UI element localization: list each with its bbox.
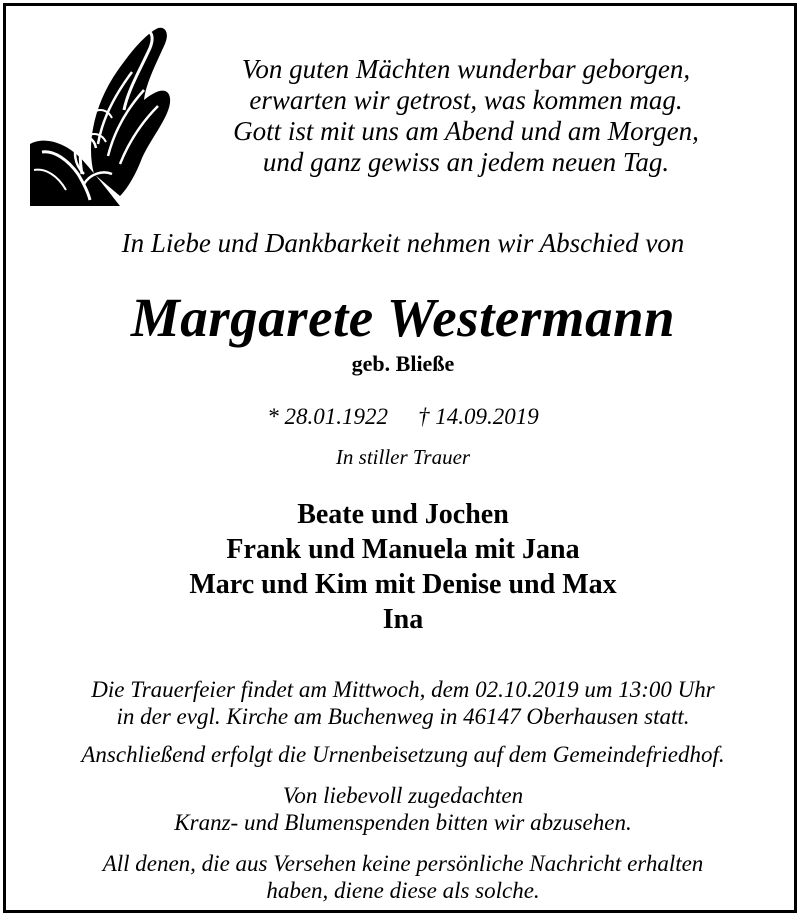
- burial-line: Anschließend erfolgt die Urnenbeisetzung auf dem Gemeindefriedhof.: [81, 742, 725, 767]
- obituary-notice: [3, 3, 797, 913]
- birth-name: geb. Bließe: [351, 351, 455, 376]
- mourning-line: In stiller Trauer: [335, 445, 471, 469]
- birth-date: * 28.01.1922: [267, 404, 388, 429]
- family-member: Marc und Kim mit Denise und Max: [189, 569, 617, 600]
- praying-hands-icon: [24, 24, 174, 209]
- thanks-line: All denen, die aus Versehen keine persönliche Nachricht erhalten: [102, 851, 704, 876]
- family-member: Frank und Manuela mit Jana: [226, 534, 580, 565]
- death-date: † 14.09.2019: [418, 404, 539, 429]
- flowers-line: Von liebevoll zugedachten: [282, 783, 524, 808]
- ceremony-line: in der evgl. Kirche am Buchenweg in 46147 Oberhausen statt.: [116, 704, 690, 729]
- ceremony-note: [6, 676, 800, 730]
- deceased-name: Margarete Westermann: [130, 287, 676, 348]
- poem-line: Von guten Mächten wunderbar geborgen,: [241, 54, 691, 84]
- thanks-note: [6, 850, 800, 904]
- poem: [206, 54, 726, 178]
- farewell-intro: In Liebe und Dankbarkeit nehmen wir Abschied von: [121, 228, 685, 258]
- poem-line: Gott ist mit uns am Abend und am Morgen,: [233, 116, 699, 146]
- thanks-line: haben, diene diese als solche.: [266, 878, 540, 903]
- family-member: Ina: [382, 604, 424, 635]
- poem-line: und ganz gewiss an jedem neuen Tag.: [262, 147, 670, 177]
- flowers-note: [6, 782, 800, 836]
- poem-line: erwarten wir getrost, was kommen mag.: [249, 85, 683, 115]
- life-dates: [6, 404, 800, 430]
- family-member: Beate und Jochen: [297, 499, 509, 530]
- ceremony-line: Die Trauerfeier findet am Mittwoch, dem 02.10.2019 um 13:00 Uhr: [91, 677, 715, 702]
- family-list: [6, 497, 800, 637]
- flowers-line: Kranz- und Blumenspenden bitten wir abzusehen.: [174, 810, 632, 835]
- burial-note: [6, 741, 800, 768]
